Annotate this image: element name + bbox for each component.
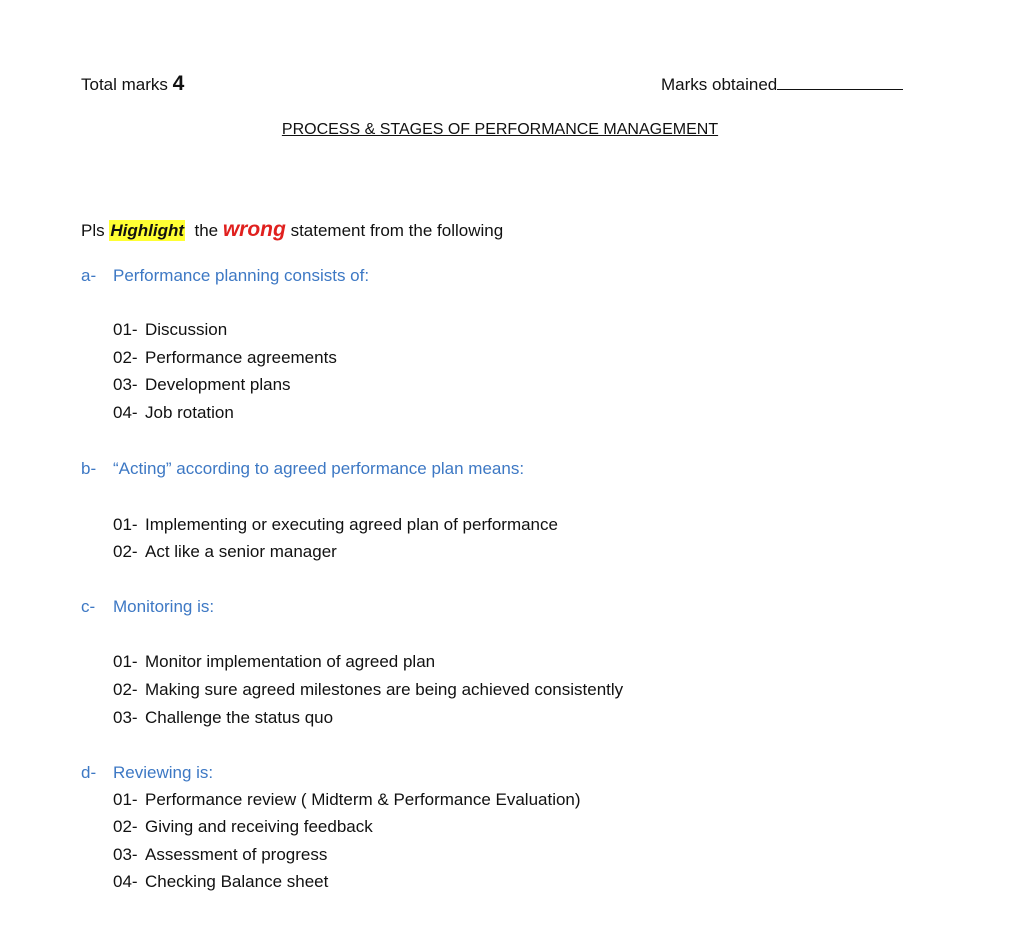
option-code: 02- xyxy=(113,542,138,561)
question-letter: b- xyxy=(81,459,97,478)
option-text: Challenge the status quo xyxy=(145,708,334,727)
option-code: 01- xyxy=(113,790,138,809)
option-code: 03- xyxy=(113,375,138,394)
option-code: 03- xyxy=(113,708,138,727)
option-text: Act like a senior manager xyxy=(145,542,337,561)
option-text: Performance review ( Midterm & Performance Evaluation) xyxy=(145,790,581,809)
option-text: Monitor implementation of agreed plan xyxy=(145,652,436,671)
option-code: 04- xyxy=(113,403,138,422)
instruction-highlight-word: Highlight xyxy=(110,221,185,240)
page-title: PROCESS & STAGES OF PERFORMANCE MANAGEMENT xyxy=(281,121,719,138)
question-letter: c- xyxy=(81,597,96,616)
option-text: Development plans xyxy=(145,375,291,394)
marks-obtained-blank xyxy=(777,73,903,90)
option-code: 04- xyxy=(113,872,138,891)
option-code: 01- xyxy=(113,652,138,671)
option-code: 01- xyxy=(113,320,138,339)
option-item xyxy=(113,872,328,892)
option-text: Making sure agreed milestones are being achieved consistently xyxy=(145,680,624,699)
option-text: Giving and receiving feedback xyxy=(145,817,373,836)
option-text: Implementing or executing agreed plan of performance xyxy=(145,515,558,534)
question-letter: a- xyxy=(81,266,97,285)
instruction-middle: the xyxy=(194,221,219,240)
question-text: Performance planning consists of: xyxy=(113,266,370,285)
option-item xyxy=(113,403,234,423)
total-marks-label: Total marks xyxy=(81,75,168,94)
total-marks xyxy=(81,72,184,96)
option-text: Job rotation xyxy=(145,403,234,422)
instruction-prefix: Pls xyxy=(81,221,105,240)
marks-obtained-label: Marks obtained xyxy=(661,75,778,94)
question-heading-c xyxy=(81,597,214,617)
option-item xyxy=(113,708,333,728)
question-heading-a xyxy=(81,266,369,286)
option-item xyxy=(113,817,373,837)
option-item xyxy=(113,845,327,865)
option-item xyxy=(113,542,337,562)
option-item xyxy=(113,680,623,700)
option-text: Assessment of progress xyxy=(145,845,328,864)
marks-obtained xyxy=(661,73,903,95)
instruction xyxy=(81,218,503,242)
question-text: “Acting” according to agreed performance plan means: xyxy=(113,459,525,478)
option-item xyxy=(113,790,581,810)
option-item xyxy=(113,652,435,672)
option-item xyxy=(113,515,558,535)
question-text: Reviewing is: xyxy=(113,763,214,782)
option-item xyxy=(113,348,337,368)
option-item xyxy=(113,320,227,340)
option-text: Discussion xyxy=(145,320,228,339)
option-code: 03- xyxy=(113,845,138,864)
total-marks-value: 4 xyxy=(172,72,185,95)
instruction-wrong-word: wrong xyxy=(222,218,286,241)
question-heading-b xyxy=(81,459,524,479)
option-item xyxy=(113,375,291,395)
instruction-suffix: statement from the following xyxy=(290,221,504,240)
question-letter: d- xyxy=(81,763,97,782)
option-code: 02- xyxy=(113,680,138,699)
option-text: Performance agreements xyxy=(145,348,337,367)
option-code: 01- xyxy=(113,515,138,534)
question-text: Monitoring is: xyxy=(113,597,215,616)
option-code: 02- xyxy=(113,348,138,367)
option-text: Checking Balance sheet xyxy=(145,872,329,891)
option-code: 02- xyxy=(113,817,138,836)
question-heading-d xyxy=(81,763,213,783)
